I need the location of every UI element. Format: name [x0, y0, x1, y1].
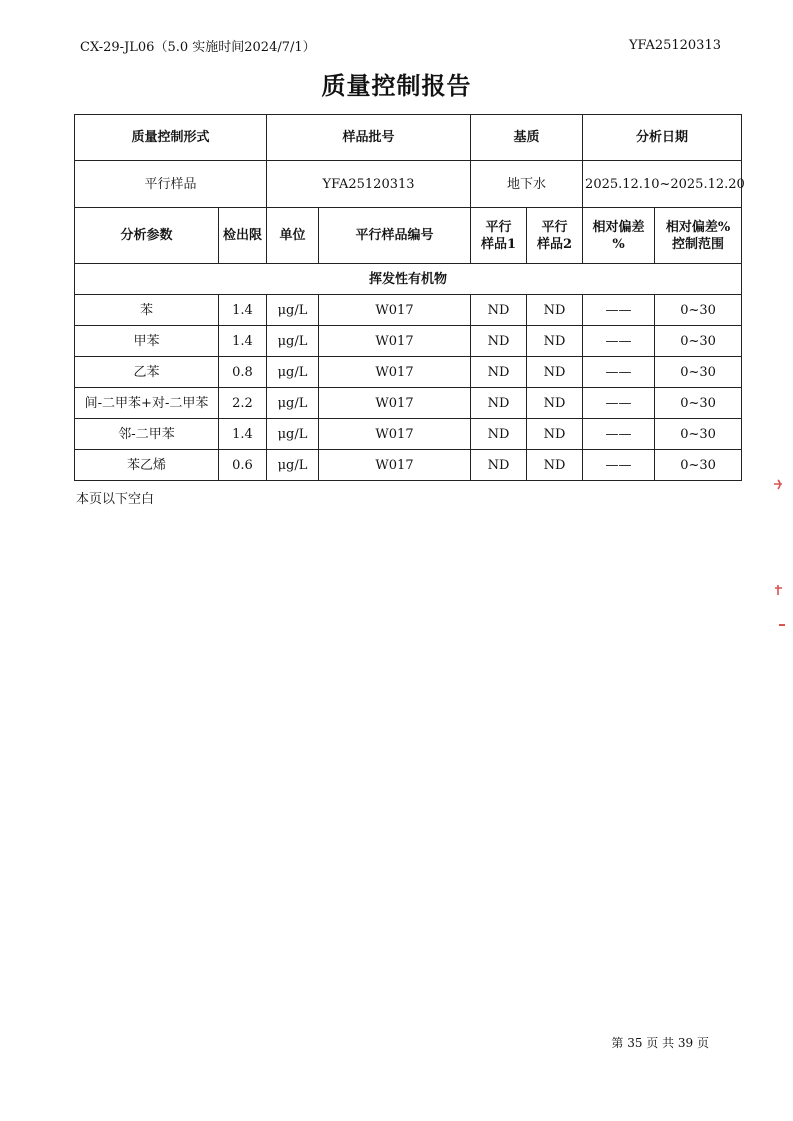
report-number: YFA25120313 — [628, 38, 721, 53]
cell-detection-limit: 1.4 — [219, 419, 267, 450]
col-detection-limit: 检出限 — [219, 208, 267, 264]
col-control-range: 相对偏差% 控制范围 — [655, 208, 742, 264]
cell-parallel-2: ND — [527, 450, 583, 481]
cell-parallel-1: ND — [471, 388, 527, 419]
cell-parallel-2: ND — [527, 419, 583, 450]
col-unit: 单位 — [267, 208, 319, 264]
cell-parameter: 乙苯 — [75, 357, 219, 388]
cell-detection-limit: 1.4 — [219, 295, 267, 326]
header-matrix: 基质 — [471, 115, 583, 161]
cell-sample-id: W017 — [319, 388, 471, 419]
col-relative-deviation: 相对偏差 % — [583, 208, 655, 264]
cell-parallel-1: ND — [471, 295, 527, 326]
col-parallel-1: 平行 样品1 — [471, 208, 527, 264]
cell-unit: μg/L — [267, 326, 319, 357]
col-parallel-2: 平行 样品2 — [527, 208, 583, 264]
cell-control-range: 0~30 — [655, 419, 742, 450]
value-matrix: 地下水 — [471, 161, 583, 208]
cell-relative-deviation: —— — [583, 419, 655, 450]
cell-sample-id: W017 — [319, 295, 471, 326]
row-benzene — [75, 295, 742, 326]
value-analysis-date: 2025.12.10~2025.12.20 — [583, 161, 742, 208]
cell-sample-id: W017 — [319, 357, 471, 388]
cell-parallel-2: ND — [527, 295, 583, 326]
cell-relative-deviation: —— — [583, 357, 655, 388]
cell-parallel-1: ND — [471, 357, 527, 388]
row-ethylbenzene — [75, 357, 742, 388]
cell-relative-deviation: —— — [583, 295, 655, 326]
cell-control-range: 0~30 — [655, 388, 742, 419]
cell-control-range: 0~30 — [655, 295, 742, 326]
cell-control-range: 0~30 — [655, 357, 742, 388]
cell-parallel-2: ND — [527, 388, 583, 419]
section-row — [75, 264, 742, 295]
cell-parameter: 间-二甲苯+对-二甲苯 — [75, 388, 219, 419]
header-analysis-date: 分析日期 — [583, 115, 742, 161]
column-header-row — [75, 208, 742, 264]
cell-detection-limit: 1.4 — [219, 326, 267, 357]
cell-parameter: 苯乙烯 — [75, 450, 219, 481]
cell-sample-id: W017 — [319, 326, 471, 357]
cell-parallel-1: ND — [471, 419, 527, 450]
row-o-xylene — [75, 419, 742, 450]
cell-unit: μg/L — [267, 388, 319, 419]
cell-parallel-1: ND — [471, 450, 527, 481]
document-code: CX-29-JL06（5.0 实施时间2024/7/1） — [80, 40, 316, 55]
cell-sample-id: W017 — [319, 419, 471, 450]
header-batch-no: 样品批号 — [267, 115, 471, 161]
cell-detection-limit: 0.6 — [219, 450, 267, 481]
cell-parameter: 苯 — [75, 295, 219, 326]
cell-parameter: 邻-二甲苯 — [75, 419, 219, 450]
value-batch-no: YFA25120313 — [267, 161, 471, 208]
cell-relative-deviation: —— — [583, 388, 655, 419]
row-styrene — [75, 450, 742, 481]
top-value-row — [75, 161, 742, 208]
page-title: 质量控制报告 — [321, 71, 472, 100]
cell-parallel-2: ND — [527, 326, 583, 357]
page-footer: 第 35 页 共 39 页 — [611, 1036, 709, 1050]
stamp-edge-mark — [770, 460, 788, 660]
cell-unit: μg/L — [267, 295, 319, 326]
cell-detection-limit: 0.8 — [219, 357, 267, 388]
row-toluene — [75, 326, 742, 357]
cell-parallel-2: ND — [527, 357, 583, 388]
cell-control-range: 0~30 — [655, 450, 742, 481]
quality-control-table — [74, 114, 745, 481]
section-title: 挥发性有机物 — [75, 264, 742, 295]
cell-unit: μg/L — [267, 357, 319, 388]
cell-parameter: 甲苯 — [75, 326, 219, 357]
cell-control-range: 0~30 — [655, 326, 742, 357]
top-header-row — [75, 115, 742, 161]
col-sample-id: 平行样品编号 — [319, 208, 471, 264]
cell-unit: μg/L — [267, 419, 319, 450]
cell-parallel-1: ND — [471, 326, 527, 357]
header-qc-form: 质量控制形式 — [75, 115, 267, 161]
cell-sample-id: W017 — [319, 450, 471, 481]
cell-relative-deviation: —— — [583, 326, 655, 357]
col-parameter: 分析参数 — [75, 208, 219, 264]
value-qc-form: 平行样品 — [75, 161, 267, 208]
row-mp-xylene — [75, 388, 742, 419]
blank-page-note: 本页以下空白 — [76, 492, 155, 507]
cell-detection-limit: 2.2 — [219, 388, 267, 419]
cell-relative-deviation: —— — [583, 450, 655, 481]
cell-unit: μg/L — [267, 450, 319, 481]
